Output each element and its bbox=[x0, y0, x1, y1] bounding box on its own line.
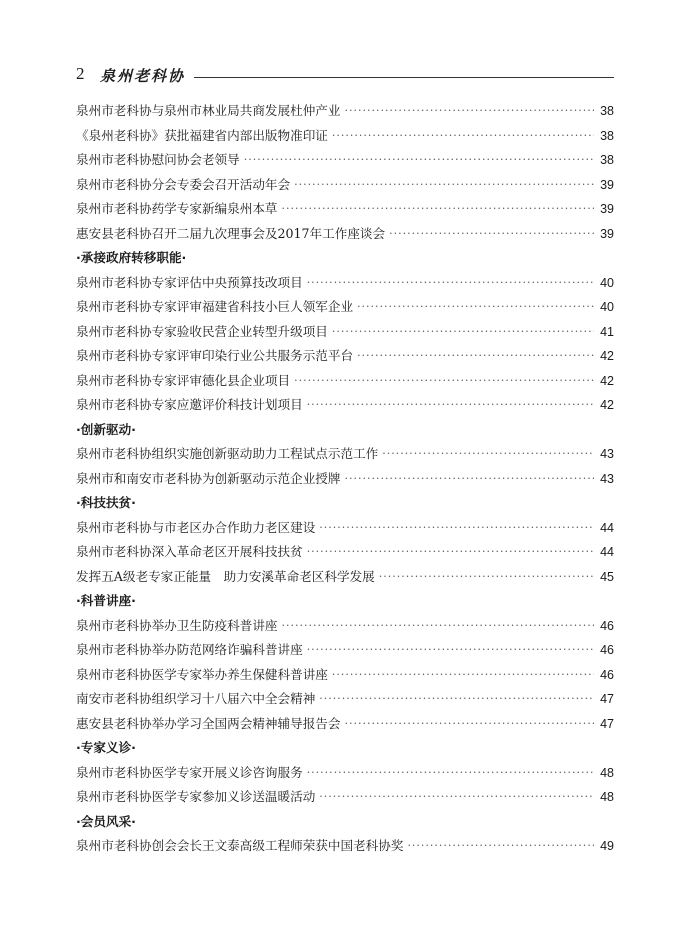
dot-leader bbox=[344, 712, 594, 737]
toc-entry-page: 42 bbox=[600, 349, 614, 363]
dot-leader bbox=[282, 197, 595, 222]
toc-section-heading: ·科技扶贫· bbox=[76, 495, 136, 510]
toc-entry[interactable] bbox=[76, 712, 614, 737]
dot-leader bbox=[294, 173, 594, 198]
toc-entry-page: 43 bbox=[600, 447, 614, 461]
table-of-contents bbox=[76, 99, 614, 859]
toc-entry-title: 泉州市老科协药学专家新编泉州本草 bbox=[76, 201, 278, 216]
toc-entry[interactable] bbox=[76, 638, 614, 663]
page-header bbox=[76, 64, 614, 88]
toc-entry[interactable] bbox=[76, 834, 614, 859]
toc-entry-title: 泉州市老科协组织实施创新驱动助力工程试点示范工作 bbox=[76, 446, 379, 461]
toc-entry-page: 47 bbox=[600, 716, 614, 731]
toc-entry-page: 45 bbox=[600, 569, 614, 584]
toc-entry[interactable] bbox=[76, 393, 614, 418]
toc-entry-page: 49 bbox=[600, 839, 614, 853]
toc-section-heading: ·专家义诊· bbox=[76, 740, 136, 755]
toc-entry-page: 47 bbox=[600, 692, 614, 706]
toc-entry[interactable] bbox=[76, 761, 614, 786]
dot-leader bbox=[294, 369, 594, 394]
toc-entry-title: 泉州市老科协慰问协会老领导 bbox=[76, 152, 240, 167]
toc-entry-title: 泉州市老科协与泉州市林业局共商发展杜仲产业 bbox=[76, 103, 341, 118]
toc-section-heading: ·科普讲座· bbox=[76, 593, 136, 608]
dot-leader bbox=[382, 442, 594, 467]
dot-leader bbox=[389, 222, 594, 247]
toc-entry-page: 38 bbox=[600, 153, 614, 167]
toc-entry-title: 南安市老科协组织学习十八届六中全会精神 bbox=[76, 691, 316, 706]
toc-entry-page: 44 bbox=[600, 545, 614, 559]
toc-entry-title: 泉州市老科协医学专家参加义诊送温暖活动 bbox=[76, 789, 316, 804]
toc-entry[interactable] bbox=[76, 271, 614, 296]
toc-entry-page: 39 bbox=[600, 177, 614, 192]
toc-entry[interactable] bbox=[76, 124, 614, 149]
toc-entry-page: 38 bbox=[600, 128, 614, 143]
page-number: 2 bbox=[76, 64, 85, 83]
toc-entry-page: 41 bbox=[600, 324, 614, 339]
toc-section-heading: ·创新驱动· bbox=[76, 421, 136, 437]
toc-entry-title: 泉州市和南安市老科协为创新驱动示范企业授牌 bbox=[76, 470, 341, 486]
toc-entry-page: 38 bbox=[600, 104, 614, 118]
toc-entry-page: 39 bbox=[600, 226, 614, 241]
toc-entry-page: 40 bbox=[600, 275, 614, 290]
dot-leader bbox=[307, 540, 594, 565]
toc-entry[interactable] bbox=[76, 565, 614, 590]
toc-entry-title: 泉州市老科协举办防范网络诈骗科普讲座 bbox=[76, 642, 303, 657]
toc-entry[interactable] bbox=[76, 614, 614, 639]
toc-section-heading: ·会员风采· bbox=[76, 813, 136, 829]
toc-entry-title: 泉州市老科协分会专委会召开活动年会 bbox=[76, 176, 291, 192]
toc-entry-page: 48 bbox=[600, 765, 614, 780]
toc-entry-title: 惠安县老科协召开二届九次理事会及2017年工作座谈会 bbox=[76, 225, 386, 241]
toc-entry[interactable] bbox=[76, 99, 614, 124]
toc-entry[interactable] bbox=[76, 442, 614, 467]
toc-entry[interactable] bbox=[76, 320, 614, 345]
toc-entry[interactable] bbox=[76, 148, 614, 173]
toc-entry[interactable] bbox=[76, 687, 614, 712]
dot-leader bbox=[319, 785, 594, 810]
dot-leader bbox=[307, 393, 594, 418]
dot-leader bbox=[282, 614, 595, 639]
toc-entry-title: 泉州市老科协专家应邀评价科技计划项目 bbox=[76, 397, 303, 412]
toc-entry-title: 泉州市老科协专家评估中央预算技改项目 bbox=[76, 274, 303, 290]
toc-entry-title: 泉州市老科协深入革命老区开展科技扶贫 bbox=[76, 544, 303, 559]
toc-entry[interactable] bbox=[76, 344, 614, 369]
toc-entry[interactable] bbox=[76, 369, 614, 394]
toc-entry-title: 惠安县老科协举办学习全国两会精神辅导报告会 bbox=[76, 715, 341, 731]
dot-leader bbox=[344, 467, 594, 492]
toc-entry[interactable] bbox=[76, 173, 614, 198]
running-title: 泉州老科协 bbox=[100, 67, 186, 85]
toc-entry-page: 42 bbox=[600, 373, 614, 388]
header-rule bbox=[194, 77, 614, 78]
dot-leader bbox=[319, 687, 594, 712]
toc-entry-title: 发挥五A级老专家正能量 助力安溪革命老区科学发展 bbox=[76, 568, 375, 584]
toc-entry-page: 46 bbox=[600, 618, 614, 633]
toc-entry-title: 泉州市老科协举办卫生防疫科普讲座 bbox=[76, 617, 278, 633]
toc-section-heading: ·承接政府转移职能· bbox=[76, 250, 187, 265]
dot-leader bbox=[307, 638, 594, 663]
dot-leader bbox=[379, 565, 594, 590]
toc-entry-title: 泉州市老科协专家评审福建省科技小巨人领军企业 bbox=[76, 299, 354, 314]
toc-entry-title: 泉州市老科协专家验收民营企业转型升级项目 bbox=[76, 323, 328, 339]
toc-entry[interactable] bbox=[76, 295, 614, 320]
toc-entry-page: 40 bbox=[600, 300, 614, 314]
toc-entry-title: 泉州市老科协创会会长王文泰高级工程师荣获中国老科协奖 bbox=[76, 838, 404, 853]
toc-entry-page: 48 bbox=[600, 790, 614, 804]
toc-entry-page: 43 bbox=[600, 471, 614, 486]
toc-entry-title: 《泉州老科协》获批福建省内部出版物准印证 bbox=[76, 127, 328, 143]
toc-entry-title: 泉州市老科协专家评审印染行业公共服务示范平台 bbox=[76, 348, 354, 363]
dot-leader bbox=[344, 99, 594, 124]
dot-leader bbox=[307, 271, 594, 296]
toc-entry[interactable] bbox=[76, 197, 614, 222]
dot-leader bbox=[407, 834, 594, 859]
toc-entry-title: 泉州市老科协专家评审德化县企业项目 bbox=[76, 372, 291, 388]
dot-leader bbox=[332, 124, 594, 149]
toc-entry-title: 泉州市老科协与市老区办合作助力老区建设 bbox=[76, 519, 316, 535]
dot-leader bbox=[357, 295, 594, 320]
toc-entry[interactable] bbox=[76, 467, 614, 492]
toc-entry[interactable] bbox=[76, 785, 614, 810]
toc-entry[interactable] bbox=[76, 540, 614, 565]
toc-entry-page: 44 bbox=[600, 520, 614, 535]
dot-leader bbox=[357, 344, 594, 369]
toc-entry[interactable] bbox=[76, 222, 614, 247]
toc-entry[interactable] bbox=[76, 516, 614, 541]
toc-entry-page: 46 bbox=[600, 643, 614, 657]
toc-entry[interactable] bbox=[76, 663, 614, 688]
dot-leader bbox=[307, 761, 594, 786]
dot-leader bbox=[332, 663, 594, 688]
toc-entry-page: 42 bbox=[600, 398, 614, 412]
toc-entry-page: 46 bbox=[600, 667, 614, 682]
dot-leader bbox=[319, 516, 594, 541]
toc-entry-page: 39 bbox=[600, 202, 614, 216]
toc-entry-title: 泉州市老科协医学专家举办养生保健科普讲座 bbox=[76, 666, 328, 682]
toc-entry-title: 泉州市老科协医学专家开展义诊咨询服务 bbox=[76, 764, 303, 780]
dot-leader bbox=[244, 148, 594, 173]
dot-leader bbox=[332, 320, 594, 345]
